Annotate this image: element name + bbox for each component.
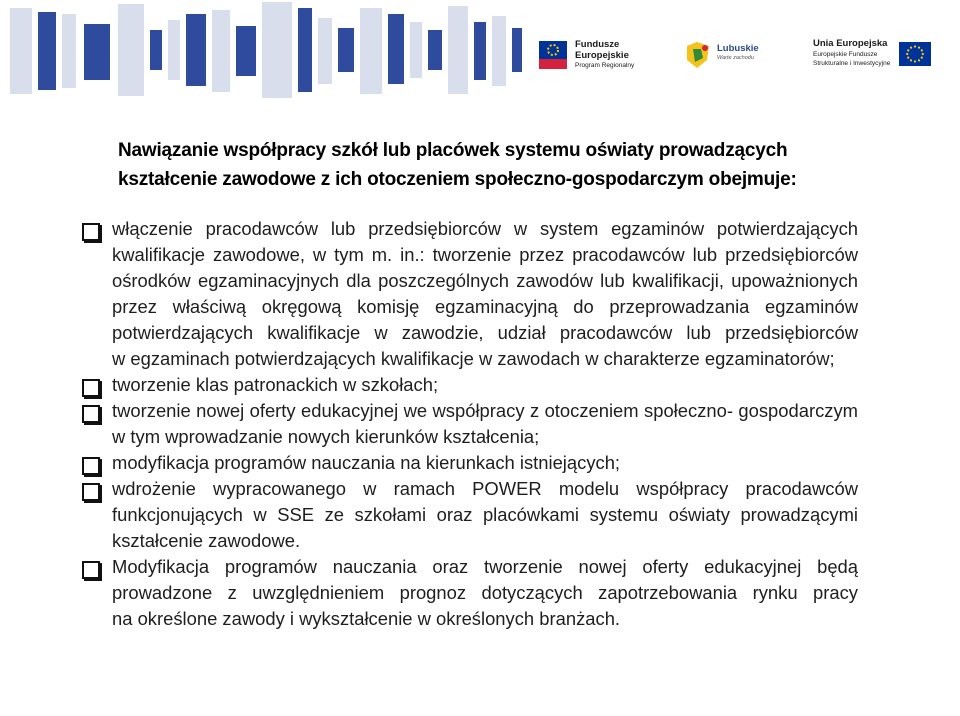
list-item-line: potwierdzających kwalifikacje w zawodzie, udział pracodawców lub przedsiębiorców xyxy=(112,322,858,343)
lubuskie-title: Lubuskie xyxy=(717,43,759,54)
slide-content xyxy=(0,100,960,716)
list-item-line: Modyfikacja programów nauczania oraz tworzenie nowej oferty edukacyjnej będą xyxy=(112,556,858,577)
unia-europejska-logo xyxy=(813,30,933,80)
logo-strip xyxy=(531,30,931,80)
slide-heading xyxy=(118,136,838,194)
list-item-line: tworzenie klas patronackich w szkołach; xyxy=(112,374,439,395)
list-item-line: modyfikacja programów nauczania na kierunkach istniejących; xyxy=(112,452,621,473)
list-item-line: na określone zawody i wykształcenie w określonych branżach. xyxy=(112,608,621,629)
heading-line: Nawiązanie współpracy szkół lub placówek systemu oświaty prowadzących xyxy=(118,140,788,161)
list-item-line: prowadzone z uwzględnieniem prognoz dotyczących zapotrzebowania rynku pracy xyxy=(112,582,858,603)
fundusze-europejskie-logo xyxy=(531,30,661,80)
list-item-line: tworzenie nowej oferty edukacyjnej we współpracy z otoczeniem społeczno- gospodarczym xyxy=(112,400,858,421)
checkbox-bullet-icon xyxy=(82,223,100,241)
list-item-line: ośrodków egzaminacyjnych dla poszczególnych zawodów lub kwalifikacji, upoważnionych xyxy=(112,270,858,291)
checkbox-bullet-icon xyxy=(82,561,100,579)
list-item-line: w tym wprowadzanie nowych kierunków kształcenia; xyxy=(112,426,540,447)
lubuskie-subtitle: Warte zachodu xyxy=(717,55,754,61)
lubuskie-emblem-icon xyxy=(683,40,713,70)
fundusze-subtitle: Program Regionalny xyxy=(575,62,635,69)
checkbox-bullet-icon xyxy=(82,405,100,423)
lubuskie-logo xyxy=(679,30,789,80)
ue-title: Unia Europejska xyxy=(813,38,888,49)
fundusze-title-line1: Fundusze xyxy=(575,39,620,50)
checkbox-bullet-icon xyxy=(82,457,100,475)
list-item-line: wdrożenie wypracowanego w ramach POWER modelu współpracy pracodawców xyxy=(112,478,858,499)
checkbox-bullet-icon xyxy=(82,379,100,397)
list-item-line: w egzaminach potwierdzających kwalifikacje w zawodach w charakterze egzaminatorów; xyxy=(112,348,835,369)
heading-line: kształcenie zawodowe z ich otoczeniem społeczno-gospodarczym obejmuje: xyxy=(118,169,797,190)
fundusze-flag-icon xyxy=(537,37,573,73)
list-item-line: włączenie pracodawców lub przedsiębiorców w system egzaminów potwierdzających xyxy=(112,218,858,239)
eu-flag-icon xyxy=(899,42,931,66)
list-item-line: kwalifikacje zawodowe, w tym m. in.: tworzenie przez pracodawców lub przedsiębiorców xyxy=(112,244,858,265)
checkbox-bullet-icon xyxy=(82,483,100,501)
header-banner xyxy=(0,0,960,100)
fundusze-title-line2: Europejskie xyxy=(575,50,629,61)
ue-subtitle-line1: Europejskie Fundusze xyxy=(813,51,878,58)
list-item-line: przez właściwą okręgową komisję egzaminacyjną do przeprowadzania egzaminów xyxy=(112,296,858,317)
list-item-line: funkcjonujących w SSE ze szkołami oraz placówkami systemu oświaty prowadzącymi xyxy=(112,504,858,525)
ue-subtitle-line2: Strukturalne i Inwestycyjne xyxy=(813,60,891,67)
list-item-line: kształcenie zawodowe. xyxy=(112,530,301,551)
